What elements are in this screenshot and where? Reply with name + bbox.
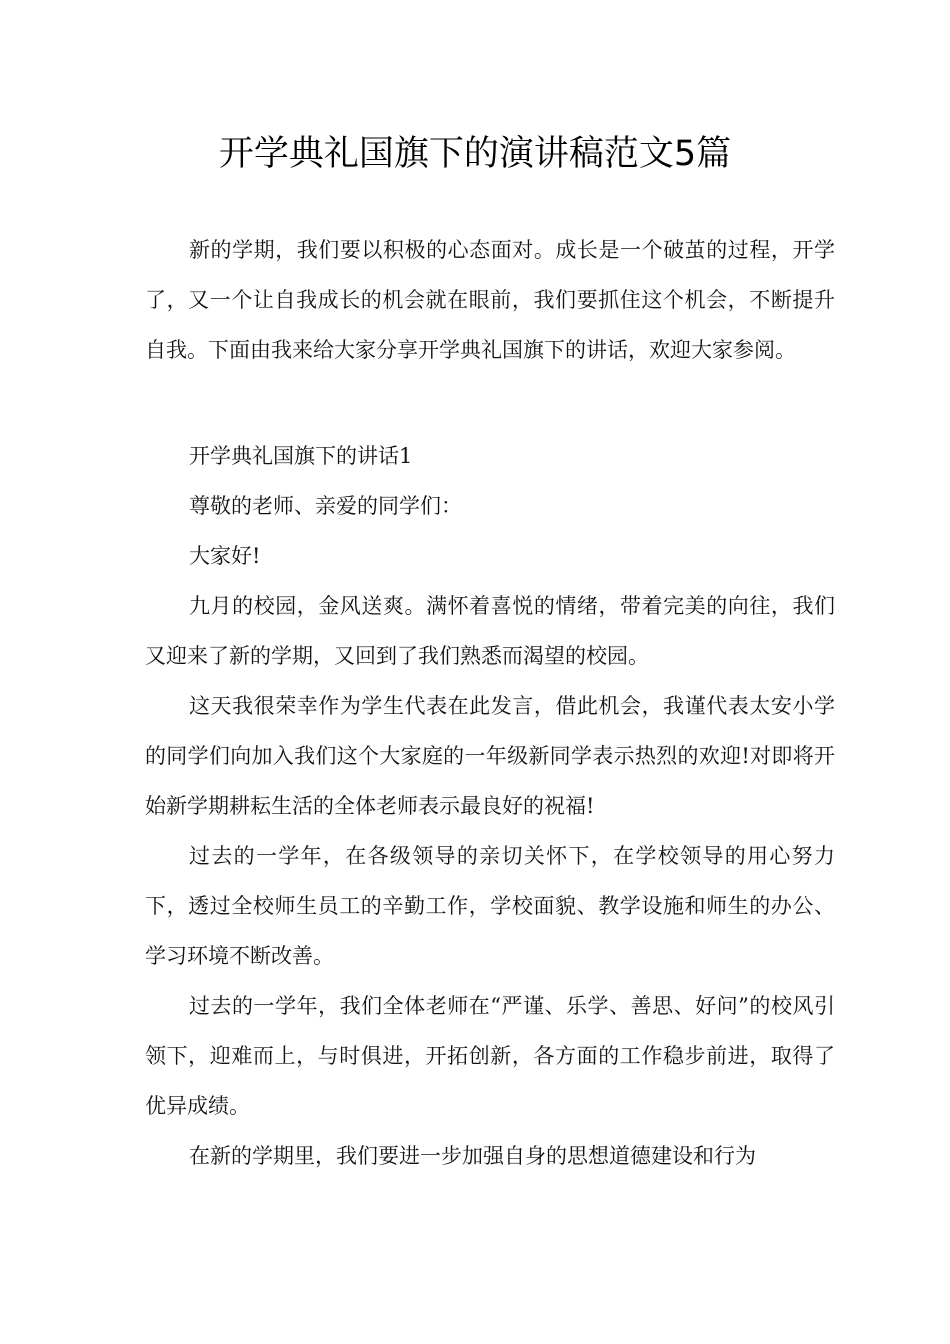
document-title: 开学典礼国旗下的演讲稿范文5篇 [218, 134, 732, 174]
body-paragraph: 九月的校园，金风送爽。满怀着喜悦的情绪，带着完美的向往，我们又迎来了新的学期，又回到了我们熟悉而渴望的校园。 [145, 594, 835, 668]
section-spacer [145, 375, 835, 431]
greeting: 大家好! [189, 544, 261, 568]
document-body [145, 225, 835, 1181]
salutation: 尊敬的老师、亲爱的同学们： [189, 494, 462, 518]
body-paragraph: 这天我很荣幸作为学生代表在此发言，借此机会，我谨代表太安小学的同学们向加入我们这个大家庭的一年级新同学表示热烈的欢迎!对即将开始新学期耕耘生活的全体老师表示最良好的祝福! [145, 694, 835, 818]
body-paragraph: 在新的学期里，我们要进一步加强自身的思想道德建设和行为 [189, 1144, 756, 1168]
intro-paragraph: 新的学期，我们要以积极的心态面对。成长是一个破茧的过程，开学了，又一个让自我成长的机会就在眼前，我们要抓住这个机会，不断提升自我。下面由我来给大家分享开学典礼国旗下的讲话，欢迎大家参阅。 [145, 238, 835, 362]
section-heading: 开学典礼国旗下的讲话1 [189, 444, 413, 468]
body-paragraph: 过去的一学年，在各级领导的亲切关怀下，在学校领导的用心努力下，透过全校师生员工的辛勤工作，学校面貌、教学设施和师生的办公、学习环境不断改善。 [145, 844, 835, 968]
body-paragraph: 过去的一学年，我们全体老师在“严谨、乐学、善思、好问”的校风引领下，迎难而上，与时俱进，开拓创新，各方面的工作稳步前进，取得了优异成绩。 [145, 994, 835, 1118]
